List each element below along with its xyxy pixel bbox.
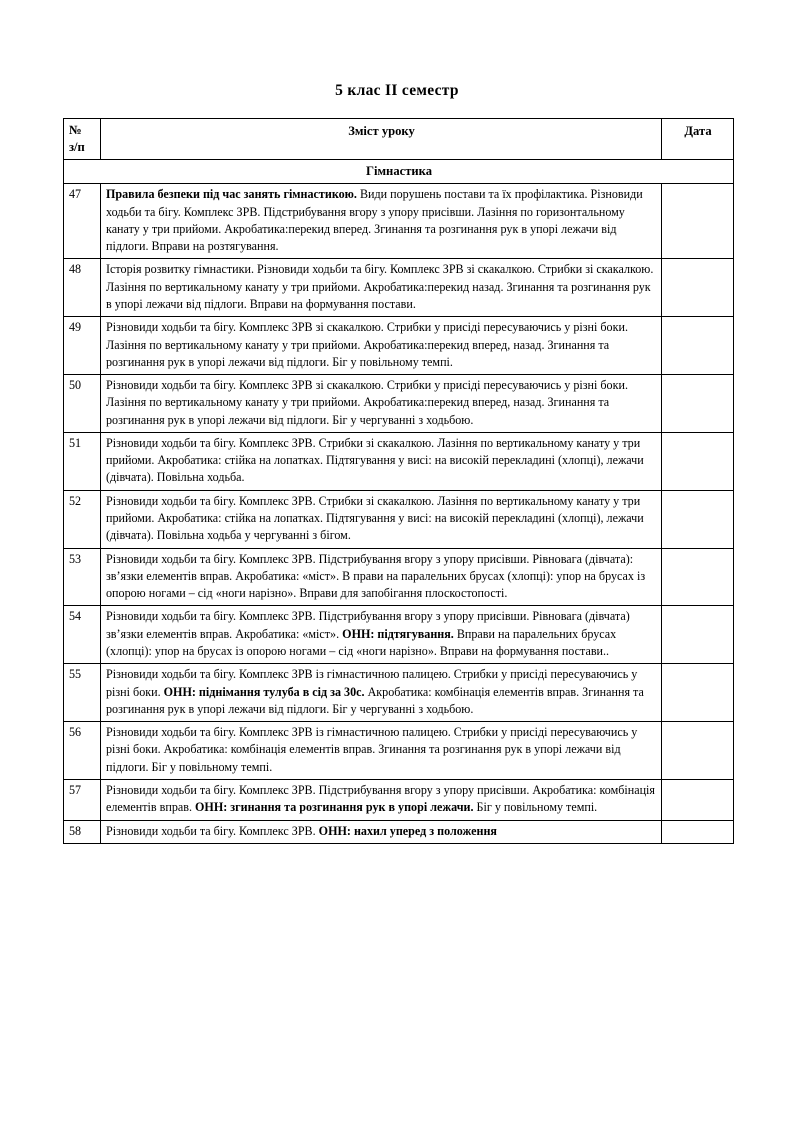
lesson-content-text: Різновиди ходьби та бігу. Комплекс ЗРВ із гімнастичною палицею. Стрибки у присіді пересуваючись у різні боки. Акробатика: комбінація елементів вправ. Згинання та розгинання рук в упорі лежачи від підлоги. Біг у повільному темпі.: [106, 725, 638, 774]
lesson-content-cell: [101, 259, 662, 317]
lesson-content-cell: [101, 490, 662, 548]
lesson-number-cell: 58: [64, 820, 101, 843]
lesson-date-cell[interactable]: [662, 490, 734, 548]
table-row: [64, 259, 734, 317]
lesson-plan-table: [63, 118, 734, 844]
table-body: [64, 119, 734, 844]
lesson-content-cell: [101, 606, 662, 664]
column-header-content: Зміст уроку: [101, 119, 662, 160]
column-header-number-line2: з/п: [69, 140, 85, 155]
table-row: [64, 820, 734, 843]
lesson-content-text: Різновиди ходьби та бігу. Комплекс ЗРВ зі скакалкою. Стрибки у присіді пересуваючись у різні боки. Лазіння по вертикальному канату у три прийоми. Акробатика:перекид вперед, назад. Згинання та розгинання рук в упорі лежачи від підлоги. Біг у повільному темпі.: [106, 320, 628, 369]
lesson-date-cell[interactable]: [662, 259, 734, 317]
lesson-content-emphasis: Правила безпеки під час занять гімнастикою.: [106, 187, 357, 202]
lesson-content-text: Різновиди ходьби та бігу. Комплекс ЗРВ із гімнастичною палицею. Стрибки у присіді пересуваючись у різні боки.: [106, 667, 638, 699]
column-header-date: Дата: [662, 119, 734, 160]
lesson-date-cell[interactable]: [662, 317, 734, 375]
lesson-number-cell: 50: [64, 375, 101, 433]
lesson-content-text: Різновиди ходьби та бігу. Комплекс ЗРВ. Підстрибування вгору з упору присівши. Рівновага (дівчата) зв’язки елементів вправ. Акробатика: «міст».: [106, 609, 630, 641]
lesson-date-cell[interactable]: [662, 664, 734, 722]
lesson-number-cell: 47: [64, 184, 101, 259]
lesson-number-cell: 53: [64, 548, 101, 606]
section-header-row: [64, 160, 734, 184]
lesson-date-cell[interactable]: [662, 606, 734, 664]
table-row: [64, 548, 734, 606]
lesson-content-text: Історія розвитку гімнастики. Різновиди ходьби та бігу. Комплекс ЗРВ зі скакалкою. Стрибки зі скакалкою. Лазіння по вертикальному канату у три прийоми. Акробатика:перекид назад. Згинання та розгинання рук в упорі лежачи від підлоги. Вправи на формування постави.: [106, 262, 654, 311]
lesson-content-text: Різновиди ходьби та бігу. Комплекс ЗРВ. Підстрибування вгору з упору присівши. Акробатика: комбінація елементів вправ.: [106, 782, 655, 815]
table-row: [64, 317, 734, 375]
table-row: [64, 432, 734, 490]
lesson-content-emphasis: ОНН: підтягування.: [342, 626, 454, 641]
lesson-content-text: Різновиди ходьби та бігу. Комплекс ЗРВ. Стрибки зі скакалкою. Лазіння по вертикальному канату у три прийоми. Акробатика: стійка на лопатках. Підтягування у висі: на високій перекладині (хлопці), лежачи (дівчата). Повільна ходьба.: [106, 435, 644, 485]
lesson-content-text: Різновиди ходьби та бігу. Комплекс ЗРВ. Підстрибування вгору з упору присівши. Рівновага (дівчата): зв’язки елементів вправ. Акробатика: «міст». В прави на паралельних брусах (хлопці): упор на брусах із опорою ногами – сід «ноги нарізно». Вправи для запобігання плоскостопості.: [106, 551, 646, 601]
lesson-number-cell: 51: [64, 432, 101, 490]
lesson-number-cell: 56: [64, 722, 101, 780]
table-header-row: [64, 119, 734, 160]
lesson-date-cell[interactable]: [662, 375, 734, 433]
lesson-content-text: Акробатика: комбінація елементів вправ. Згинання та розгинання рук в упорі лежачи від підлоги. Біг у чергуванні з ходьбою.: [106, 684, 644, 716]
lesson-number-cell: 54: [64, 606, 101, 664]
lesson-content-emphasis: ОНН: нахил уперед з положення: [318, 823, 497, 838]
column-header-number-line1: №: [69, 123, 82, 137]
lesson-date-cell[interactable]: [662, 432, 734, 490]
lesson-number-cell: 49: [64, 317, 101, 375]
lesson-content-cell: [101, 432, 662, 490]
lesson-number-cell: 55: [64, 664, 101, 722]
table-row: [64, 722, 734, 780]
lesson-content-text: Біг у повільному темпі.: [473, 800, 598, 815]
lesson-content-cell: [101, 664, 662, 722]
lesson-date-cell[interactable]: [662, 779, 734, 820]
lesson-content-cell: [101, 820, 662, 843]
table-row: [64, 606, 734, 664]
lesson-number-cell: 48: [64, 259, 101, 317]
lesson-number-cell: 57: [64, 779, 101, 820]
table-row: [64, 184, 734, 259]
lesson-content-emphasis: ОНН: піднімання тулуба в сід за 30с.: [163, 684, 365, 699]
table-row: [64, 779, 734, 820]
lesson-content-text: Різновиди ходьби та бігу. Комплекс ЗРВ. Стрибки зі скакалкою. Лазіння по вертикальному канату у три прийоми. Акробатика: стійка на лопатках. Підтягування у висі: на високій перекладині (хлопці), лежачи (дівчата). Повільна ходьба у чергуванні з бігом.: [106, 493, 644, 543]
table-row: [64, 375, 734, 433]
lesson-content-text: Різновиди ходьби та бігу. Комплекс ЗРВ зі скакалкою. Стрибки у присіді пересуваючись у різні боки. Лазіння по вертикальному канату у три прийоми. Акробатика:перекид вперед, назад. Згинання та розгинання рук в упорі лежачи від підлоги. Біг у чергуванні з ходьбою.: [106, 378, 628, 427]
column-header-number: [64, 119, 101, 160]
section-title-gymnastics: Гімнастика: [64, 160, 734, 184]
lesson-content-text: Вправи на паралельних брусах (хлопці): упор на брусах із опорою ногами – сід «ноги нарізно». Вправи на формування постави..: [106, 626, 617, 658]
lesson-date-cell[interactable]: [662, 548, 734, 606]
page-title: 5 клас II семестр: [335, 82, 459, 99]
lesson-content-cell: [101, 375, 662, 433]
lesson-date-cell[interactable]: [662, 820, 734, 843]
lesson-content-cell: [101, 722, 662, 780]
lesson-content-cell: [101, 184, 662, 259]
lesson-content-cell: [101, 779, 662, 820]
lesson-number-cell: 52: [64, 490, 101, 548]
lesson-content-text: Види порушень постави та їх профілактика. Різновиди ходьби та бігу. Комплекс ЗРВ. Підстрибування вгору з упору присівши. Лазіння по горизонтальному канату у три прийоми. Акробатика:перекид вперед. Згинання та розгинання рук в упорі лежачи від підлоги. Вправи на розтягування.: [106, 187, 643, 254]
table-row: [64, 664, 734, 722]
lesson-date-cell[interactable]: [662, 722, 734, 780]
lesson-content-emphasis: ОНН: згинання та розгинання рук в упорі лежачи.: [195, 800, 474, 815]
lesson-date-cell[interactable]: [662, 184, 734, 259]
lesson-content-cell: [101, 548, 662, 606]
lesson-content-text: Різновиди ходьби та бігу. Комплекс ЗРВ.: [106, 823, 319, 838]
table-row: [64, 490, 734, 548]
lesson-content-cell: [101, 317, 662, 375]
